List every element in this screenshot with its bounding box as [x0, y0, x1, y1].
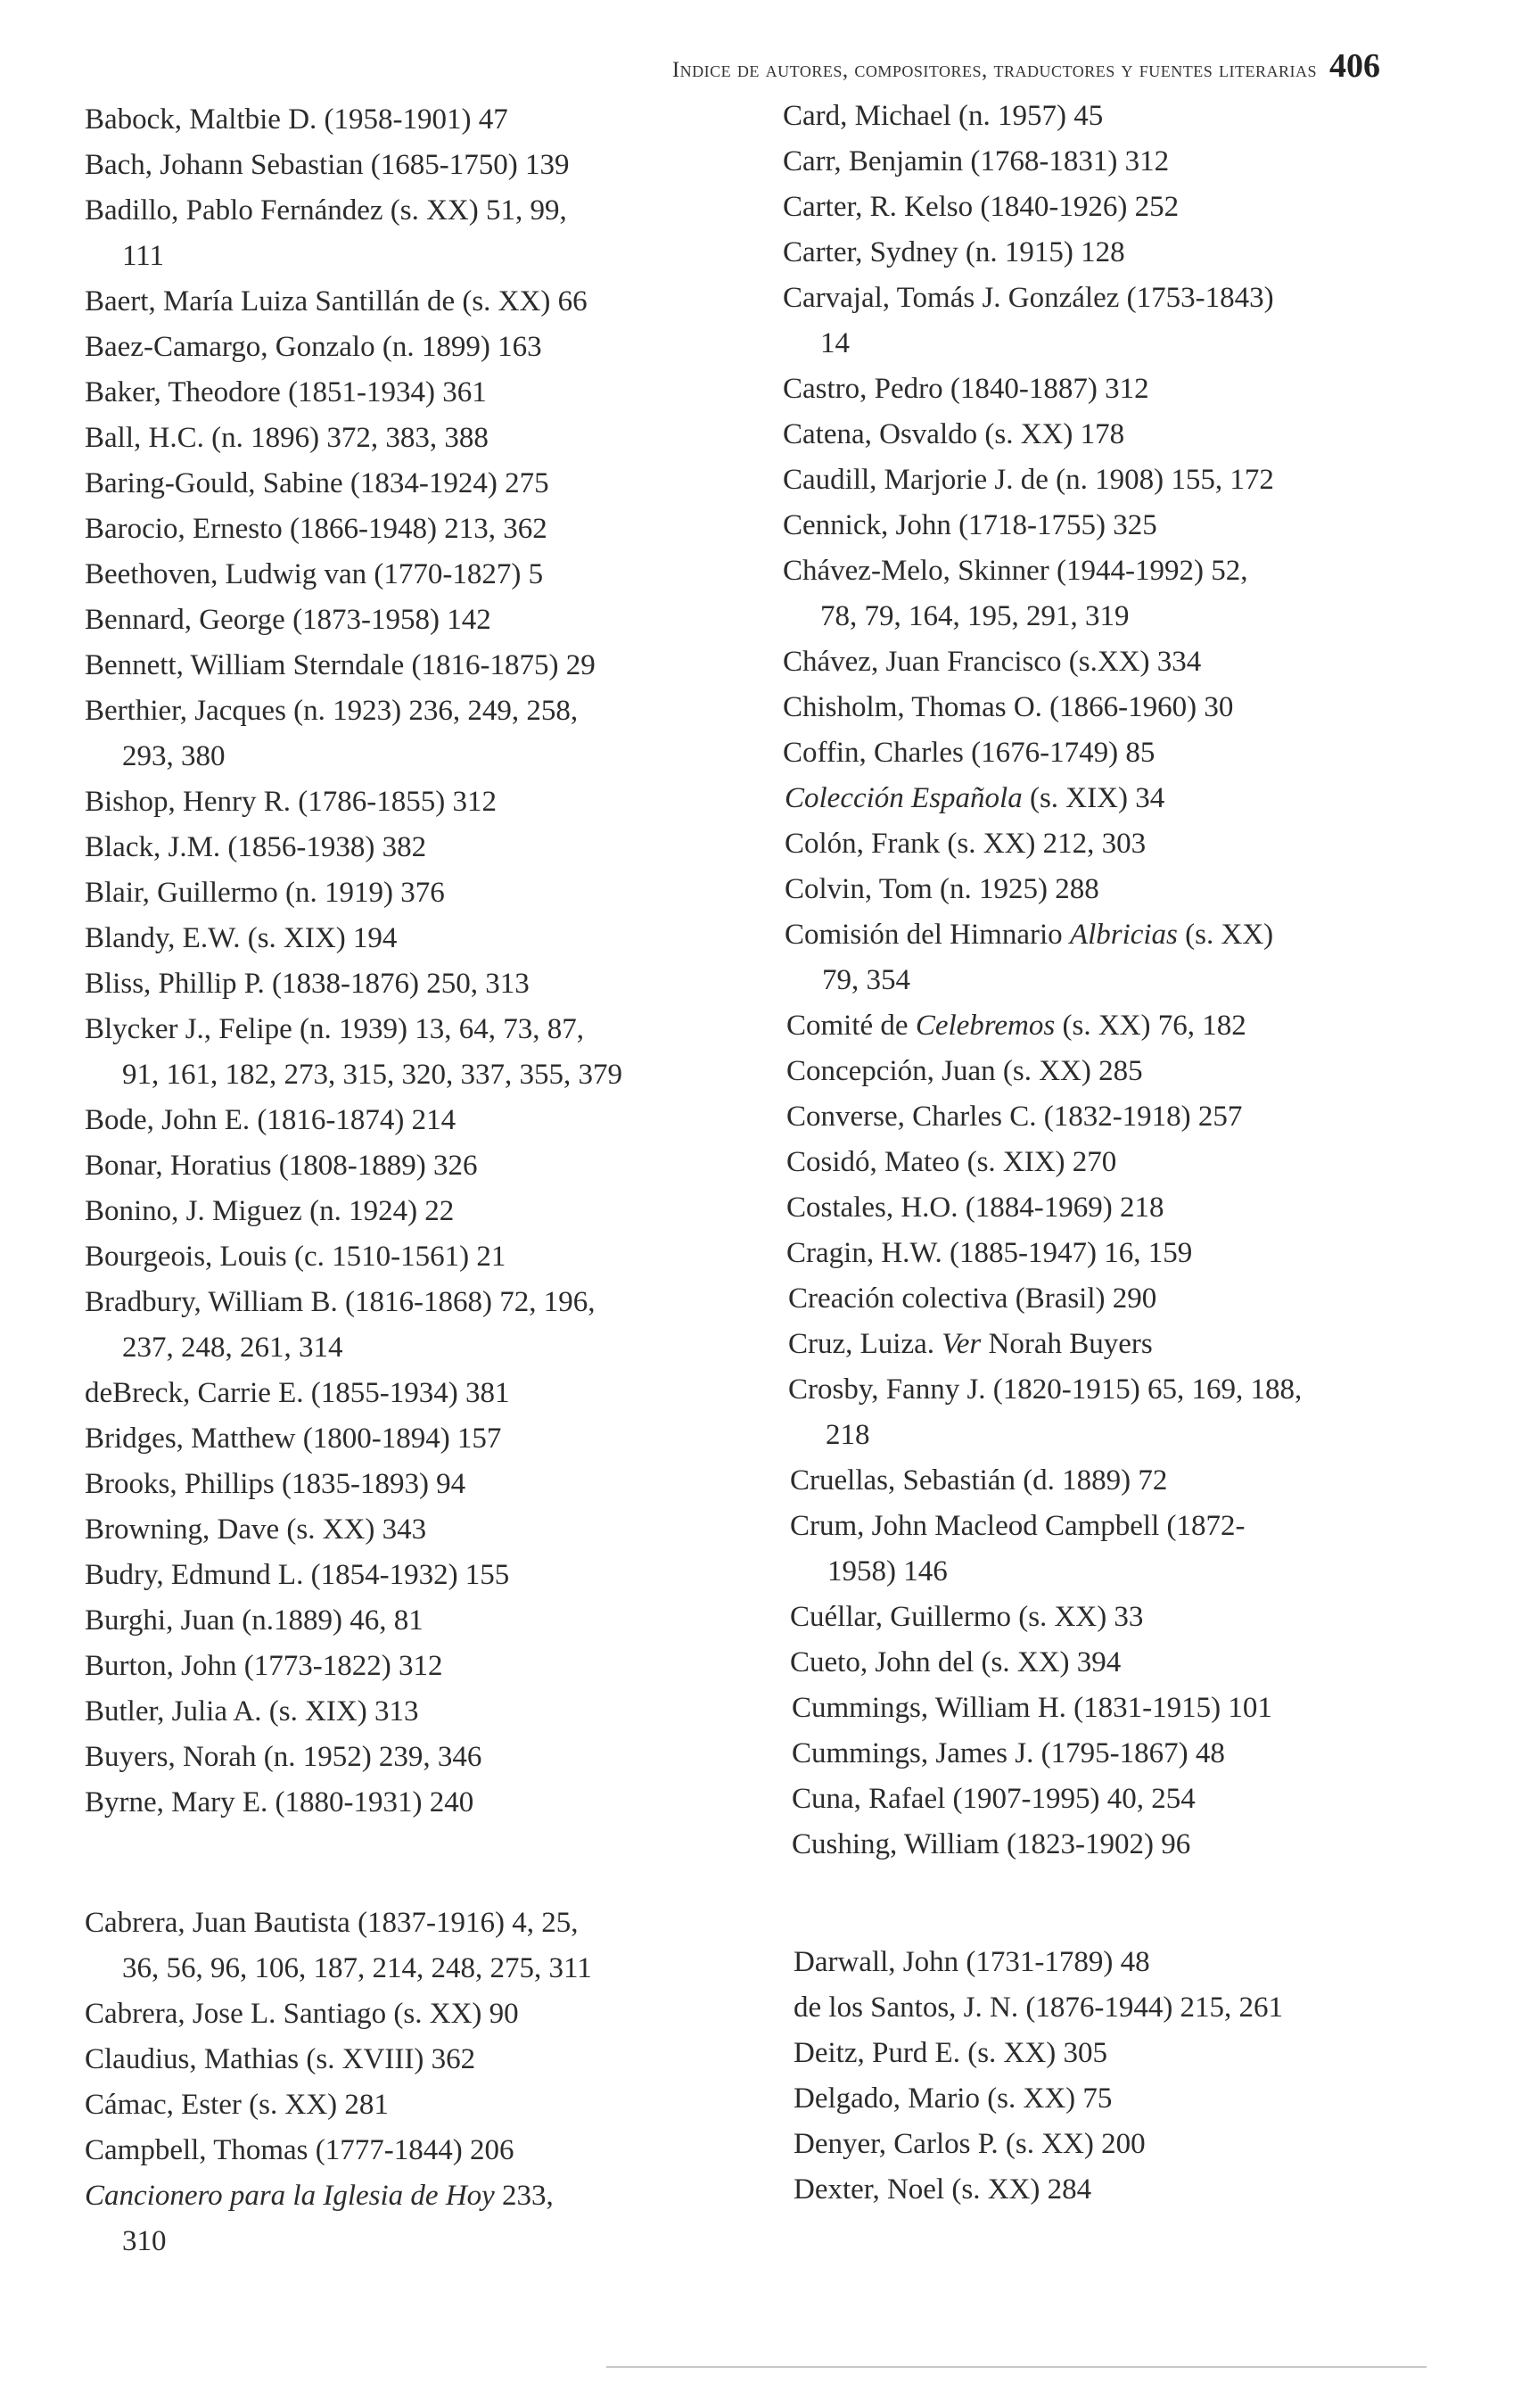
- index-entry: Castro, Pedro (1840-1887) 312: [783, 373, 1149, 405]
- index-entry: Deitz, Purd E. (s. XX) 305: [794, 2037, 1107, 2069]
- index-entry: Burghi, Juan (n.1889) 46, 81: [85, 1604, 424, 1637]
- index-entry: Cummings, William H. (1831-1915) 101: [792, 1692, 1272, 1724]
- index-entry: Campbell, Thomas (1777-1844) 206: [85, 2134, 514, 2166]
- index-entry: Concepción, Juan (s. XX) 285: [786, 1055, 1143, 1087]
- index-entry: Blycker J., Felipe (n. 1939) 13, 64, 73, 87, 91, 161, 182, 273, 315, 320, 337, 355, 379: [85, 1013, 622, 1091]
- index-entry: Bonar, Horatius (1808-1889) 326: [85, 1150, 478, 1182]
- index-entry: Cancionero para la Iglesia de Hoy 233, 310: [85, 2180, 554, 2257]
- index-entry: Colección Española (s. XIX) 34: [785, 782, 1165, 814]
- index-entry: Bridges, Matthew (1800-1894) 157: [85, 1423, 502, 1455]
- index-entry: Crosby, Fanny J. (1820-1915) 65, 169, 188, 218: [788, 1373, 1303, 1451]
- index-entry: Badillo, Pablo Fernández (s. XX) 51, 99, 111: [85, 194, 567, 272]
- index-entry: Burton, John (1773-1822) 312: [85, 1650, 443, 1682]
- index-entry: Baert, María Luiza Santillán de (s. XX) 66: [85, 285, 588, 317]
- index-entry: Beethoven, Ludwig van (1770-1827) 5: [85, 558, 544, 590]
- index-entry: Black, J.M. (1856-1938) 382: [85, 831, 427, 863]
- index-entry: Carvajal, Tomás J. González (1753-1843) 14: [783, 282, 1274, 359]
- index-entry: Ball, H.C. (n. 1896) 372, 383, 388: [85, 422, 489, 454]
- page-number: 406: [1329, 47, 1380, 85]
- index-entry: Cabrera, Jose L. Santiago (s. XX) 90: [85, 1998, 519, 2030]
- index-entry: Barocio, Ernesto (1866-1948) 213, 362: [85, 513, 547, 545]
- index-entry: Buyers, Norah (n. 1952) 239, 346: [85, 1741, 482, 1773]
- index-entry: Cuéllar, Guillermo (s. XX) 33: [790, 1601, 1144, 1633]
- index-entry: Baring-Gould, Sabine (1834-1924) 275: [85, 467, 549, 499]
- index-entry: Browning, Dave (s. XX) 343: [85, 1513, 427, 1546]
- index-entry: Bonino, J. Miguez (n. 1924) 22: [85, 1195, 455, 1227]
- index-entry: Cennick, John (1718-1755) 325: [783, 509, 1157, 541]
- index-entry: Costales, H.O. (1884-1969) 218: [786, 1192, 1164, 1224]
- index-entry: Bourgeois, Louis (c. 1510-1561) 21: [85, 1241, 506, 1273]
- index-entry: Colón, Frank (s. XX) 212, 303: [785, 828, 1147, 860]
- index-entry: Byrne, Mary E. (1880-1931) 240: [85, 1786, 474, 1818]
- index-entry: Cruz, Luiza. Ver Norah Buyers: [788, 1328, 1153, 1360]
- index-entry: Darwall, John (1731-1789) 48: [794, 1946, 1150, 1978]
- index-entry: Cuna, Rafael (1907-1995) 40, 254: [792, 1783, 1196, 1815]
- index-entry: Delgado, Mario (s. XX) 75: [794, 2082, 1113, 2115]
- index-entry: deBreck, Carrie E. (1855-1934) 381: [85, 1377, 510, 1409]
- index-entry: Colvin, Tom (n. 1925) 288: [785, 873, 1099, 905]
- index-entry: Converse, Charles C. (1832-1918) 257: [786, 1101, 1243, 1133]
- index-entry: Comisión del Himnario Albricias (s. XX) 79, 354: [785, 919, 1274, 996]
- index-entry: Denyer, Carlos P. (s. XX) 200: [794, 2128, 1146, 2160]
- index-entry: Butler, Julia A. (s. XIX) 313: [85, 1695, 419, 1728]
- index-entry: Bennard, George (1873-1958) 142: [85, 604, 491, 636]
- index-entry: Babock, Maltbie D. (1958-1901) 47: [85, 103, 508, 136]
- index-entry: Cámac, Ester (s. XX) 281: [85, 2089, 389, 2121]
- index-entry: Berthier, Jacques (n. 1923) 236, 249, 258, 293, 380: [85, 695, 579, 772]
- index-entry: de los Santos, J. N. (1876-1944) 215, 261: [794, 1992, 1284, 2024]
- index-entry: Bode, John E. (1816-1874) 214: [85, 1104, 456, 1136]
- index-entry: Caudill, Marjorie J. de (n. 1908) 155, 172: [783, 464, 1274, 496]
- index-entry: Cummings, James J. (1795-1867) 48: [792, 1737, 1225, 1769]
- index-entry: Cragin, H.W. (1885-1947) 16, 159: [786, 1237, 1193, 1269]
- index-entry: Budry, Edmund L. (1854-1932) 155: [85, 1559, 510, 1591]
- index-entry: Carter, R. Kelso (1840-1926) 252: [783, 191, 1180, 223]
- index-entry: Dexter, Noel (s. XX) 284: [794, 2173, 1092, 2206]
- index-entry: Cueto, John del (s. XX) 394: [790, 1646, 1122, 1678]
- index-entry: Cushing, William (1823-1902) 96: [792, 1828, 1191, 1860]
- index-entry: Chávez, Juan Francisco (s.XX) 334: [783, 646, 1202, 678]
- index-entry: Bennett, William Sterndale (1816-1875) 29: [85, 649, 596, 681]
- index-entry: Chisholm, Thomas O. (1866-1960) 30: [783, 691, 1234, 723]
- index-entry: Bradbury, William B. (1816-1868) 72, 196, 237, 248, 261, 314: [85, 1286, 596, 1364]
- index-entry: Coffin, Charles (1676-1749) 85: [783, 737, 1156, 769]
- index-entry: Crum, John Macleod Campbell (1872- 1958) 146: [790, 1510, 1246, 1587]
- index-entry: Blandy, E.W. (s. XIX) 194: [85, 922, 398, 954]
- index-entry: Cruellas, Sebastián (d. 1889) 72: [790, 1464, 1168, 1497]
- index-entry: Cabrera, Juan Bautista (1837-1916) 4, 25, 36, 56, 96, 106, 187, 214, 248, 275, 311: [85, 1907, 592, 1984]
- header-title: Indice de autores, compositores, traductores y fuentes literarias: [671, 58, 1317, 82]
- bottom-scan-line: [606, 2366, 1427, 2368]
- index-entry: Carter, Sydney (n. 1915) 128: [783, 236, 1125, 268]
- index-entry: Claudius, Mathias (s. XVIII) 362: [85, 2043, 476, 2075]
- index-entry: Chávez-Melo, Skinner (1944-1992) 52, 78, 79, 164, 195, 291, 319: [783, 555, 1248, 632]
- index-entry: Bishop, Henry R. (1786-1855) 312: [85, 786, 497, 818]
- index-entry: Creación colectiva (Brasil) 290: [788, 1282, 1157, 1315]
- index-entry: Cosidó, Mateo (s. XIX) 270: [786, 1146, 1117, 1178]
- index-entry: Carr, Benjamin (1768-1831) 312: [783, 145, 1170, 177]
- index-entry: Baker, Theodore (1851-1934) 361: [85, 376, 487, 408]
- index-entry: Bliss, Phillip P. (1838-1876) 250, 313: [85, 968, 530, 1000]
- running-header: [462, 46, 1380, 91]
- index-entry: Card, Michael (n. 1957) 45: [783, 100, 1104, 132]
- index-entry: Blair, Guillermo (n. 1919) 376: [85, 877, 445, 909]
- index-entry: Brooks, Phillips (1835-1893) 94: [85, 1468, 466, 1500]
- index-entry: Bach, Johann Sebastian (1685-1750) 139: [85, 149, 570, 181]
- index-entry: Baez-Camargo, Gonzalo (n. 1899) 163: [85, 331, 542, 363]
- index-entry: Catena, Osvaldo (s. XX) 178: [783, 418, 1125, 450]
- index-entry: Comité de Celebremos (s. XX) 76, 182: [786, 1010, 1246, 1042]
